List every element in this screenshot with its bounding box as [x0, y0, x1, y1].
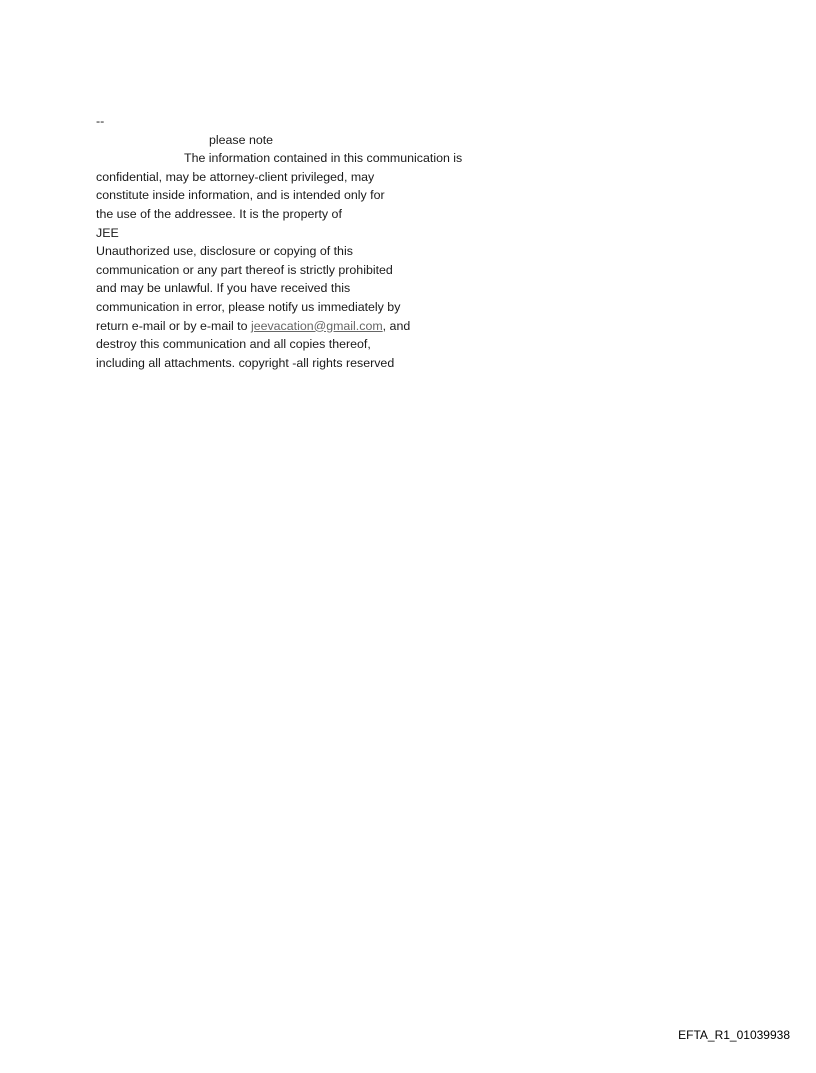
disclaimer-line: destroy this communication and all copies thereof,: [96, 337, 371, 352]
disclaimer-line: constitute inside information, and is intended only for: [96, 188, 385, 203]
disclaimer-line: JEE: [96, 225, 119, 240]
disclaimer-block: [96, 112, 536, 372]
disclaimer-line: confidential, may be attorney-client privileged, may: [96, 169, 375, 184]
disclaimer-line: communication in error, please notify us immediately by: [96, 299, 401, 314]
note-heading: please note: [209, 132, 274, 147]
disclaimer-line: the use of the addressee. It is the property of: [96, 206, 342, 221]
email-link[interactable]: jeevacation@gmail.com: [250, 318, 383, 333]
disclaimer-line: including all attachments. copyright -all rights reserved: [96, 355, 395, 370]
email-line: [96, 317, 536, 336]
disclaimer-line: The information contained in this communication is: [184, 151, 463, 166]
disclaimer-line: communication or any part thereof is strictly prohibited: [96, 262, 393, 277]
email-line-prefix: return e-mail or by e-mail to: [96, 318, 251, 333]
separator-dashes: --: [96, 114, 105, 128]
document-id: EFTA_R1_01039938: [678, 1028, 790, 1042]
disclaimer-line: and may be unlawful. If you have received this: [96, 281, 351, 296]
email-line-suffix: , and: [382, 318, 411, 333]
disclaimer-line: Unauthorized use, disclosure or copying of this: [96, 244, 353, 259]
